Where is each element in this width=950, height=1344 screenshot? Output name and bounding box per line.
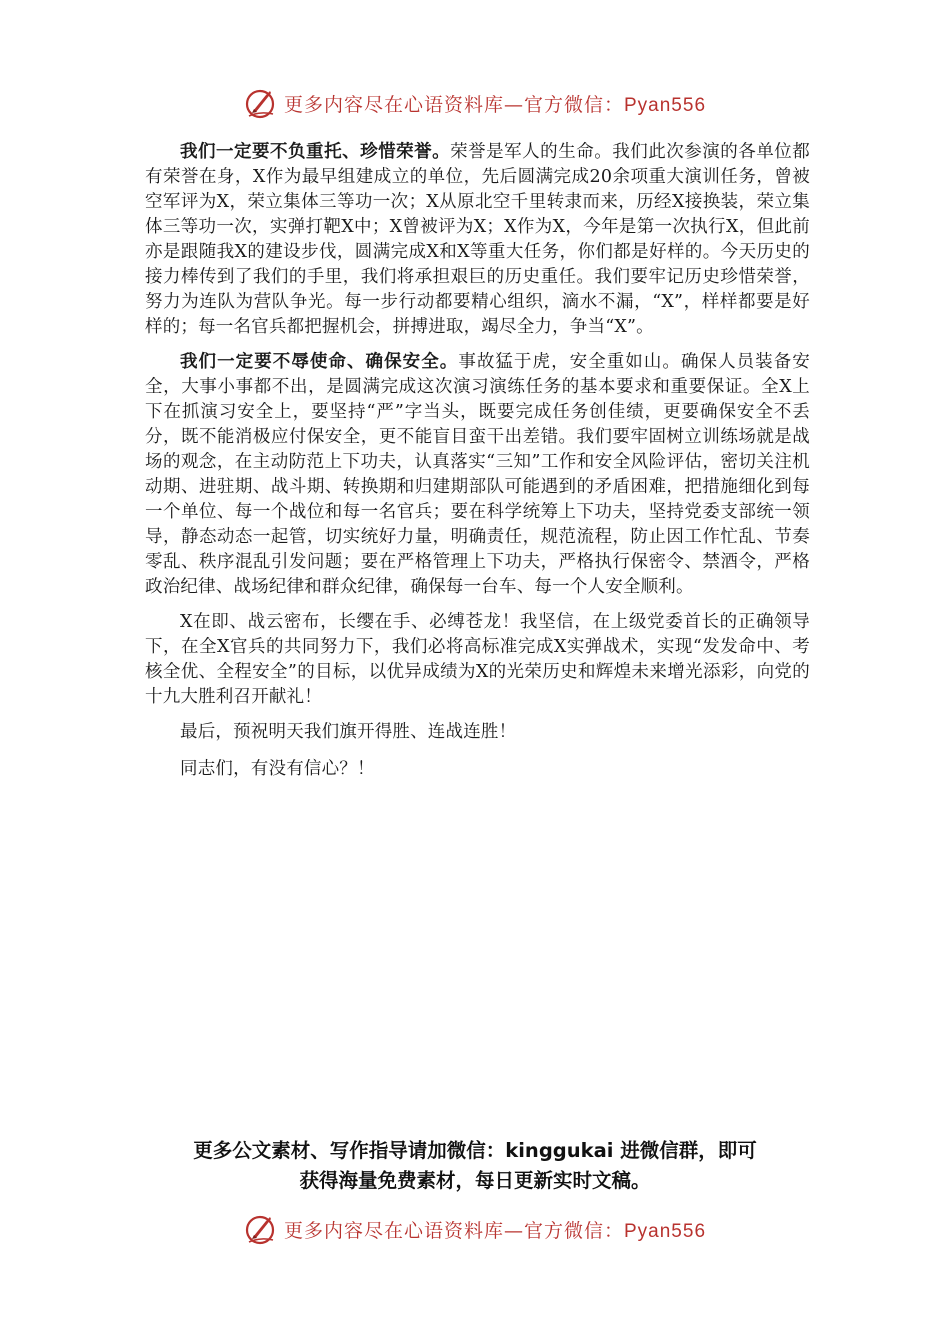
paragraph-text: X在即、战云密布，长缨在手、必缚苍龙！我坚信，在上级党委首长的正确领导下，在全X官兵的共同努力下，我们必将高标准完成X实弹战术，实现“发发命中、考核全优、全程安全”的目标，以优异成绩为X的光荣历史和辉煌未来增光添彩，向党的十九大胜利召开献礼！ xyxy=(145,612,810,707)
paragraph-closing xyxy=(145,757,810,782)
paragraph-text: 最后，预祝明天我们旗开得胜、连战连胜！ xyxy=(180,722,517,742)
paragraph-lead: 我们一定要不负重托、珍惜荣誉。 xyxy=(180,142,451,162)
paragraph-safety xyxy=(145,350,810,600)
pen-quill-logo-icon xyxy=(244,86,278,120)
footer-banner xyxy=(0,1212,950,1246)
banner-text: 更多内容尽在心语资料库—官方微信：Pyan556 xyxy=(283,93,707,116)
paragraph-confidence xyxy=(145,610,810,710)
banner-wechat-handle: Pyan556 xyxy=(624,94,707,116)
banner-text: 更多内容尽在心语资料库—官方微信：Pyan556 xyxy=(283,1219,707,1242)
paragraph-honor xyxy=(145,140,810,340)
header-banner xyxy=(0,86,950,120)
banner-wechat-handle: Pyan556 xyxy=(624,1220,707,1242)
footer-line-1: 更多公文素材、写作指导请加微信：kinggukai 进微信群，即可 xyxy=(193,1139,757,1162)
paragraph-lead: 我们一定要不辱使命、确保安全。 xyxy=(180,352,459,372)
footer-promo xyxy=(0,1136,950,1196)
paragraph-wish xyxy=(145,720,810,745)
document-body xyxy=(145,140,810,794)
pen-quill-logo-icon xyxy=(244,1212,278,1246)
footer-line-2: 获得海量免费素材，每日更新实时文稿。 xyxy=(299,1169,651,1192)
paragraph-text: 同志们，有没有信心？！ xyxy=(180,759,375,779)
paragraph-text: 荣誉是军人的生命。我们此次参演的各单位都有荣誉在身，X作为最早组建成立的单位，先后圆满完成20余项重大演训任务，曾被空军评为X，荣立集体三等功一次；X从原北空千里转隶而来，历经X接换装，荣立集体三等功一次，实弹打靶X中；X曾被评为X；X作为X，今年是第一次执行X，但此前亦是跟随我X的建设步伐，圆满完成X和X等重大任务，你们都是好样的。今天历史的接力棒传到了我们的手里，我们将承担艰巨的历史重任。我们要牢记历史珍惜荣誉，努力为连队为营队争光。每一步行动都要精心组织，滴水不漏，“X”，样样都要是好样的；每一名官兵都把握机会，拼搏进取，竭尽全力，争当“X”。 xyxy=(145,142,811,337)
paragraph-text: 事故猛于虎，安全重如山。确保人员装备安全，大事小事都不出，是圆满完成这次演习演练任务的基本要求和重要保证。全X上下在抓演习安全上，要坚持“严”字当头，既要完成任务创佳绩，更要确保安全不丢分，既不能消极应付保安全，更不能盲目蛮干出差错。我们要牢固树立训练场就是战场的观念，在主动防范上下功夫，认真落实“三知”工作和安全风险评估，密切关注机动期、进驻期、战斗期、转换期和归建期部队可能遇到的矛盾困难，把措施细化到每一个单位、每一个战位和每一名官兵；要在科学统筹上下功夫，坚持党委支部统一领导，静态动态一起管，切实统好力量，明确责任，规范流程，防止因工作忙乱、节奏零乱、秩序混乱引发问题；要在严格管理上下功夫，严格执行保密令、禁酒令，严格政治纪律、战场纪律和群众纪律，确保每一台车、每一个人安全顺利。 xyxy=(145,352,810,597)
